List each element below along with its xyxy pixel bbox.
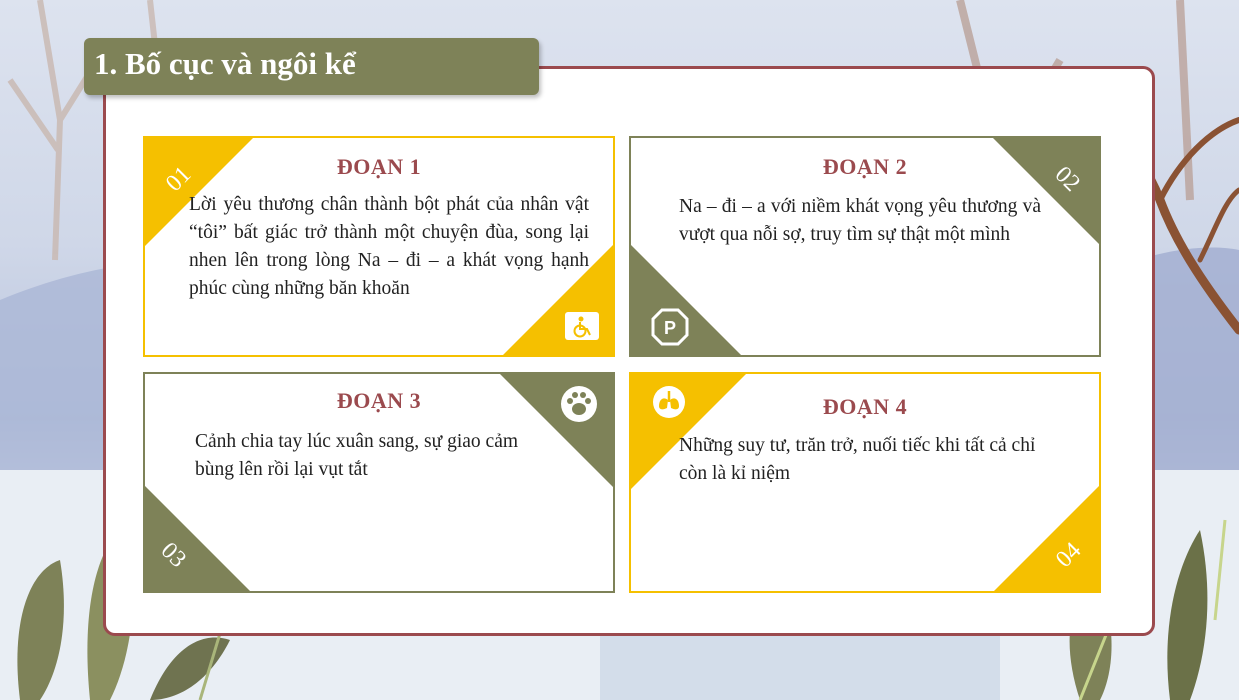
wheelchair-icon [563, 310, 601, 347]
title-banner [84, 38, 539, 95]
parking-icon [651, 308, 689, 351]
card-text: Lời yêu thương chân thành bột phát của nhân vật “tôi” bất giác trở thành một chuyện đùa, song lại nhen lên trong lòng Na – đi – a khát vọng hạnh phúc cùng những băn khoăn [189, 194, 589, 299]
card-number: 02 [1049, 161, 1086, 197]
page-title: 1. Bố cục và ngôi kể [94, 46, 356, 81]
card-doan-3 [143, 372, 615, 593]
card-heading: ĐOẠN 2 [822, 154, 908, 179]
card-text: Na – đi – a với niềm khát vọng yêu thương và vượt qua nỗi sợ, truy tìm sự thật một mình [679, 196, 1041, 245]
corner-triangle [994, 486, 1099, 591]
card-text: Những suy tư, trăn trở, nuối tiếc khi tất cả chỉ còn là kỉ niệm [679, 435, 1036, 484]
card-text: Cảnh chia tay lúc xuân sang, sự giao cảm bùng lên rồi lại vụt tắt [195, 431, 519, 480]
card-doan-2 [629, 136, 1101, 357]
card-number: 01 [160, 161, 197, 197]
card-number: 03 [155, 537, 192, 573]
card-doan-1 [143, 136, 615, 357]
paw-icon [559, 384, 599, 429]
corner-triangle [145, 486, 250, 591]
card-heading: ĐOẠN 1 [336, 154, 422, 179]
card-heading: ĐOẠN 4 [822, 394, 908, 419]
card-number: 04 [1050, 537, 1087, 573]
lungs-icon [651, 384, 687, 425]
svg-text:P: P [663, 318, 677, 338]
card-heading: ĐOẠN 3 [336, 388, 422, 413]
card-doan-4 [629, 372, 1101, 593]
